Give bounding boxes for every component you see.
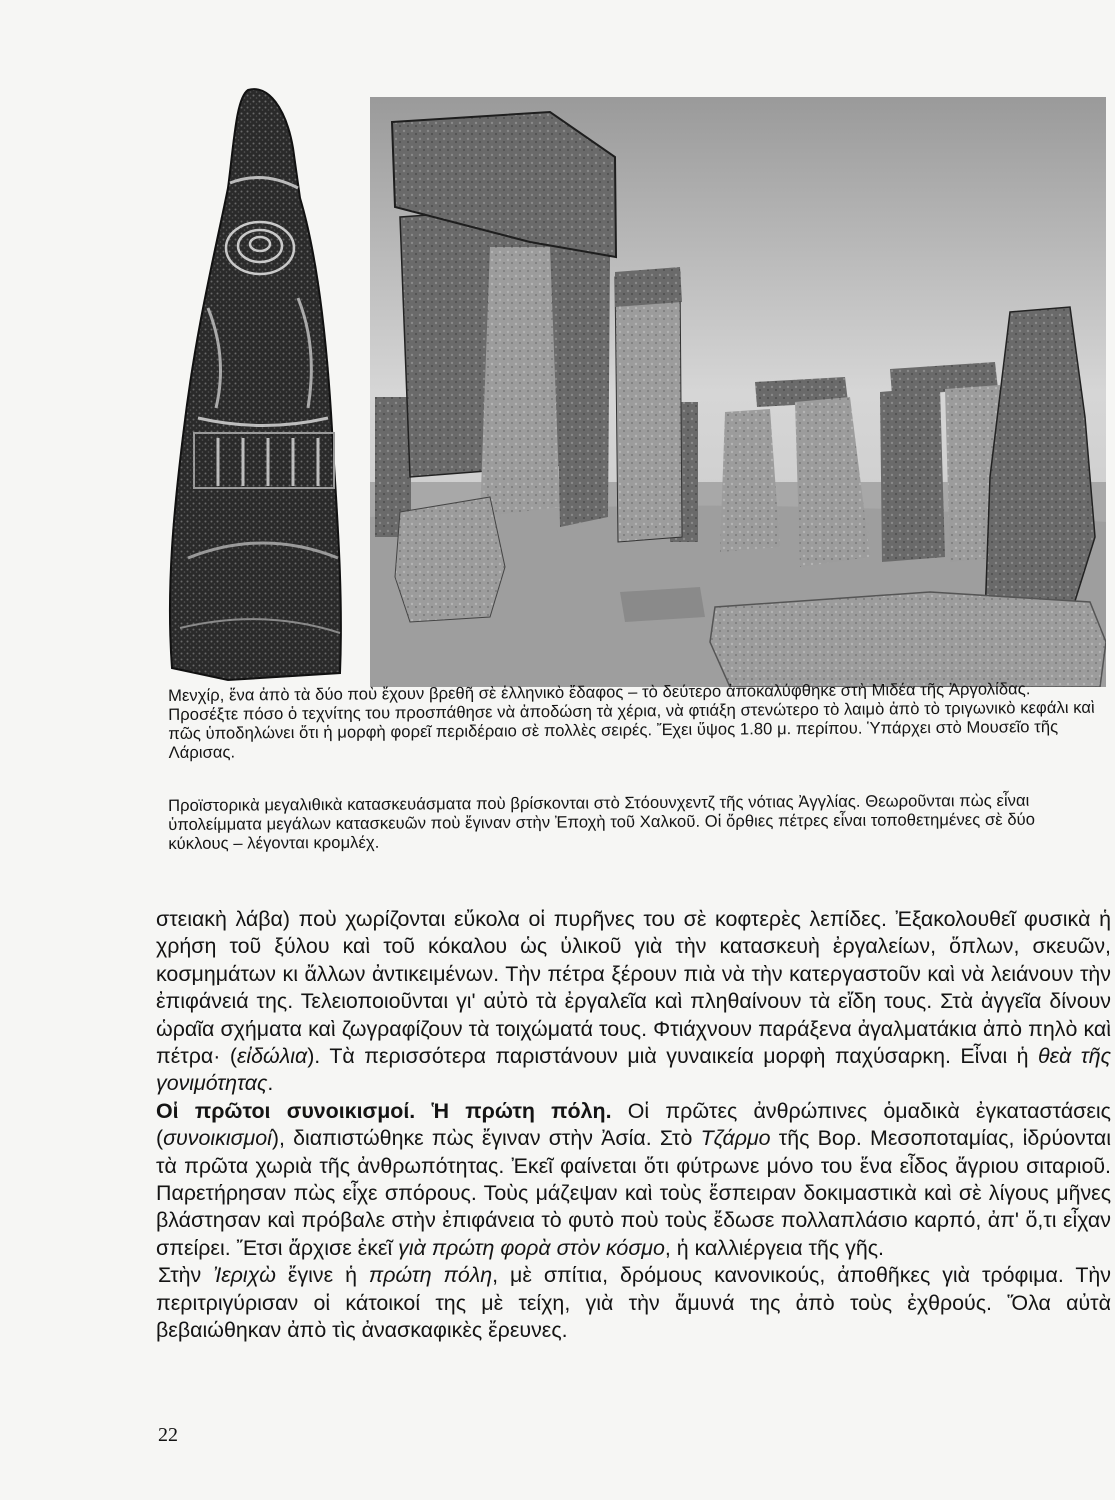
stonehenge-photo [370,97,1106,687]
menhir-caption: Μενχίρ, ἕνα ἀπὸ τὰ δύο ποὺ ἔχουν βρεθῆ σὲ ἑλληνικὸ ἔδαφος – τὸ δεύτερο ἀποκαλύφθηκε στὴ Μιδέα τῆς Ἀργολίδας. Προσέξτε πόσο ὁ τεχνίτης του προσπάθησε νὰ ἀποδώση τὰ χέρια, νὰ φτιάξη στενώτερο τὸ λαιμὸ ἀπὸ τὸ τριγωνικὸ κεφάλι καὶ πῶς ὑποδηλώνει ὅτι ἡ μορφὴ φορεῖ περιδέραιο σὲ πολλὲς σειρές. Ἔχει ὕψος 1.80 μ. περίπου. Ὑπάρχει στὸ Μουσεῖο τῆς Λάρισας. [168,679,1095,762]
paragraph-jericho: Στὴν Ἰεριχὼ ἔγινε ἡ πρώτη πόλη, μὲ σπίτια, δρόμους κανονικούς, ἀποθῆκες γιὰ τρόφιμα. Τὴν περιτριγύρισαν οἱ κάτοικοί της μὲ τείχη, γιὰ τὴν ἄμυνά της ἀπὸ τοὺς ἐχθρούς. Ὅλα αὐτὰ βεβαιώθηκαν ἀπὸ τὶς ἀνασκαφικὲς ἔρευνες. [156,1263,1111,1343]
paragraph-first-settlements: Οἱ πρῶτοι συνοικισμοί. Ἡ πρώτη πόλη. Οἱ πρῶτες ἀνθρώπινες ὁμαδικὰ ἐγκαταστάσεις (συνοικισμοί), διαπιστώθηκε πὼς ἔγιναν στὴν Ἀσία. Στὸ Τζάρμο τῆς Βορ. Μεσοποταμίας, ἱδρύονται τὰ πρῶτα χωριὰ τῆς ἀνθρωπότητας. Ἐκεῖ φαίνεται ὅτι φύτρωνε μόνο του ἕνα εἶδος ἄγριου σιταριοῦ. Παρετήρησαν πὼς εἶχε σπόρους. Τοὺς μάζεψαν καὶ τοὺς ἔσπειραν δοκιμαστικὰ καὶ σὲ λίγους μῆνες βλάστησαν καὶ πρόβαλε στὴν ἐπιφάνεια τὸ φυτὸ ποὺ τοὺς ἔδωσε πολλαπλάσιο καρπό, ἀπ' ὅ,τι εἶχαν σπείρει. Ἔτσι ἄρχισε ἐκεῖ γιὰ πρώτη φορὰ στὸν κόσμο, ἡ καλλιέργεια τῆς γῆς. [156,1098,1112,1260]
stonehenge-caption: Προϊστορικὰ μεγαλιθικὰ κατασκευάσματα ποὺ βρίσκονται στὸ Στόουνχεντζ τῆς νότιας Ἀγγλίας. Θεωροῦνται πὼς εἶναι ὑπολείμματα μεγάλων κατασκευῶν ποὺ ἔγιναν στὴν Ἐποχὴ τοῦ Χαλκοῦ. Οἱ ὄρθιες πέτρες εἶναι τοποθετημένες σὲ δύο κύκλους – λέγονται κρομλέχ. [168,790,1036,853]
page-number: 22 [158,1424,178,1446]
body-text [156,906,1111,1345]
menhir-figure [168,88,346,683]
paragraph-tools: στειακὴ λάβα) ποὺ χωρίζονται εὔκολα οἱ πυρῆνες του σὲ κοφτερὲς λεπίδες. Ἐξακολουθεῖ φυσικὰ ἡ χρήση τοῦ ξύλου καὶ τοῦ κόκαλου ὡς ὑλικοῦ γιὰ τὴν κατασκευὴ ἐργαλείων, ὅπλων, σκευῶν, κοσμημάτων κι ἄλλων ἀντικειμένων. Τὴν πέτρα ξέρουν πιὰ νὰ τὴν κατεργαστοῦν καὶ νὰ λειάνουν τὴν ἐπιφάνειά της. Τελειοποιοῦνται γι' αὐτὸ τὰ ἐργαλεῖα καὶ πληθαίνουν τὰ εἴδη τους. Στὰ ἀγγεῖα δίνουν ὡραῖα σχήματα καὶ ζωγραφίζουν τὰ τοιχώματά τους. Φτιάχνουν παράξενα ἀγαλματάκια ἀπὸ πηλὸ καὶ πέτρα· (εἰδώλια). Τὰ περισσότερα παριστάνουν μιὰ γυναικεία μορφὴ παχύσαρκη. Εἶναι ἡ θεὰ τῆς γονιμότητας. [156,907,1111,1096]
section-heading: Οἱ πρῶτοι συνοικισμοί. Ἡ πρώτη πόλη. [156,1098,612,1123]
